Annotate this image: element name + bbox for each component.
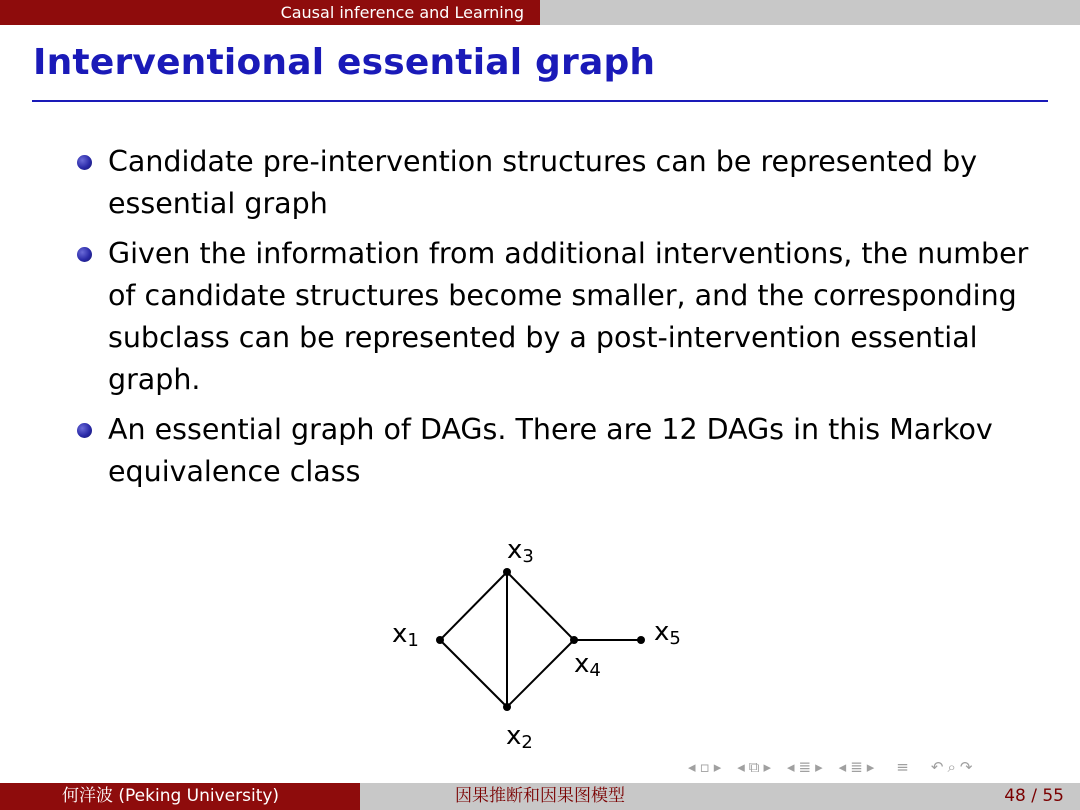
footer-page-number: 48 / 55	[720, 783, 1080, 810]
nav-prev-slide-icon[interactable]: ◂	[688, 758, 696, 776]
nav-search-back-icon[interactable]: ↶	[930, 758, 944, 776]
footer	[0, 783, 1080, 810]
edge-x1-x2	[440, 640, 507, 707]
node-x2	[503, 703, 511, 711]
nav-subsection-icon[interactable]: ≣	[798, 758, 812, 776]
bullet-item	[75, 409, 1055, 493]
bullet-item	[75, 141, 1055, 225]
frame-title: Interventional essential graph	[33, 42, 656, 83]
header-strip	[0, 0, 1080, 25]
bullet-dot-icon	[77, 423, 92, 438]
bullet-dot-icon	[77, 155, 92, 170]
essential-graph	[380, 530, 700, 760]
node-x4	[570, 636, 578, 644]
node-x5	[637, 636, 645, 644]
nav-search-icon[interactable]: ⌕	[947, 758, 956, 776]
nav-section-icon[interactable]: ≣	[850, 758, 863, 776]
nav-frame-icon[interactable]: ⧉	[748, 758, 760, 776]
label-x5: x5	[654, 617, 681, 649]
navigation-symbols	[688, 756, 972, 778]
nav-next-subsection-icon[interactable]: ▸	[815, 758, 823, 776]
label-x2: x2	[506, 721, 533, 753]
nav-next-slide-icon[interactable]: ▸	[713, 758, 722, 776]
title-rule	[32, 100, 1048, 102]
header-right-bar	[540, 0, 1080, 25]
section-title: Causal inference and Learning	[0, 0, 540, 25]
nav-next-section-icon[interactable]: ▸	[866, 758, 875, 776]
essential-graph-svg	[380, 530, 700, 760]
graph-labels	[392, 535, 681, 753]
nav-toc-icon[interactable]: ≡	[896, 758, 909, 776]
nav-next-frame-icon[interactable]: ▸	[763, 758, 772, 776]
label-x1: x1	[392, 619, 419, 651]
bullet-text: Candidate pre-intervention structures can be represented by essential graph	[108, 145, 978, 220]
nav-prev-section-icon[interactable]: ◂	[838, 758, 847, 776]
nav-slide-icon[interactable]: ▫	[699, 758, 710, 776]
nav-search-forward-icon[interactable]: ↷	[959, 758, 973, 776]
label-x4: x4	[574, 649, 601, 681]
bullet-item	[75, 233, 1055, 401]
footer-author: 何洋波 (Peking University)	[0, 783, 360, 810]
node-x1	[436, 636, 444, 644]
edge-x2-x4	[507, 640, 574, 707]
bullet-list	[75, 141, 1055, 501]
nav-prev-frame-icon[interactable]: ◂	[737, 758, 745, 776]
edge-x1-x3	[440, 572, 507, 640]
nav-prev-subsection-icon[interactable]: ◂	[787, 758, 795, 776]
graph-edges	[440, 572, 641, 707]
label-x3: x3	[507, 535, 534, 567]
bullet-dot-icon	[77, 247, 92, 262]
bullet-text: Given the information from additional interventions, the number of candidate structures become smaller, and the corresponding subclass can be represented by a post-intervention essential graph.	[108, 237, 1029, 396]
bullet-text: An essential graph of DAGs. There are 12 DAGs in this Markov equivalence class	[108, 413, 993, 488]
footer-short-title: 因果推断和因果图模型	[360, 783, 720, 810]
edge-x3-x4	[507, 572, 574, 640]
node-x3	[503, 568, 511, 576]
